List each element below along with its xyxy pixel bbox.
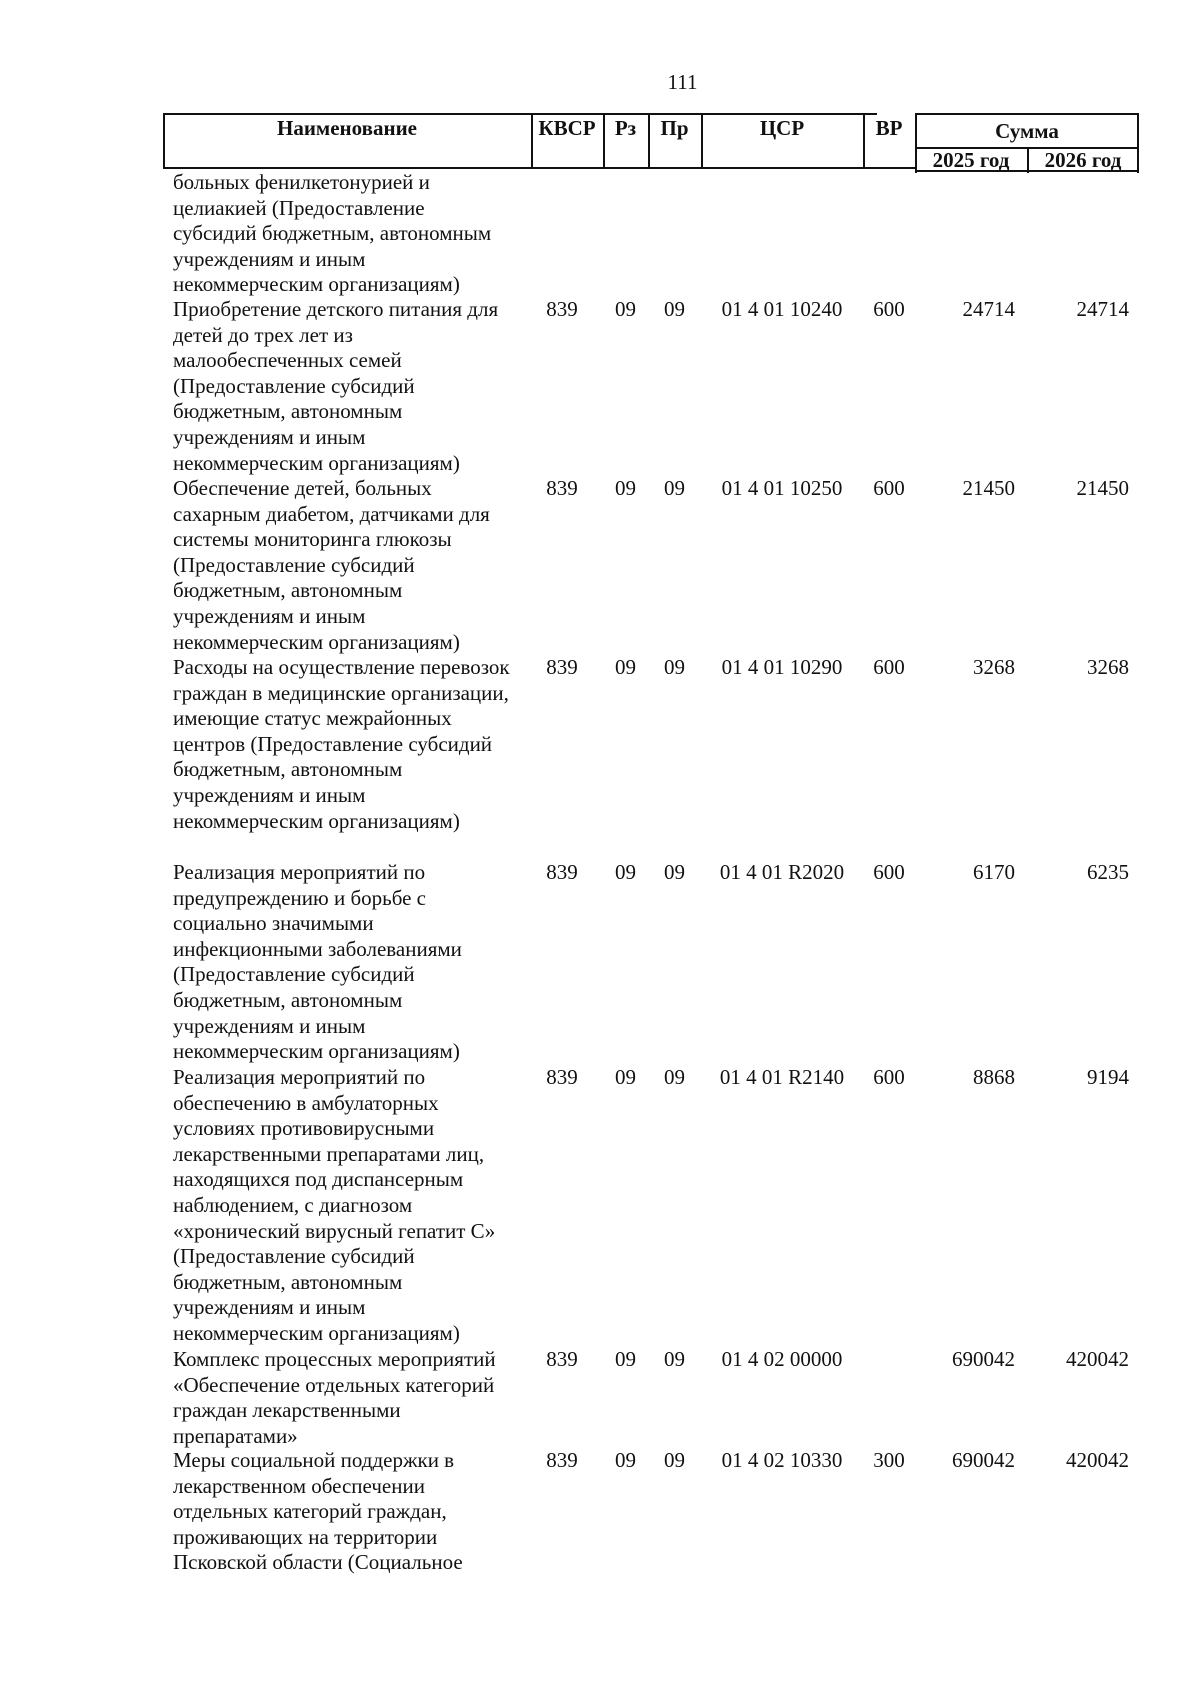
row-sum-2026: 3268 — [1087, 655, 1129, 679]
table-row — [163, 170, 1139, 297]
row-csr: 01 4 02 00000 — [721, 1347, 843, 1371]
row-pr: 09 — [664, 1448, 685, 1472]
row-rz: 09 — [615, 1448, 636, 1472]
table-header — [163, 113, 1139, 170]
row-vr: 600 — [873, 860, 905, 884]
header-vr: ВР — [875, 116, 903, 140]
row-sum-2026: 6235 — [1087, 860, 1129, 884]
row-rz: 09 — [615, 1065, 636, 1089]
header-border-top — [163, 113, 531, 115]
page-number: 111 — [667, 70, 698, 94]
row-pr: 09 — [664, 655, 685, 679]
header-name: Наименование — [277, 116, 417, 140]
header-sum: Сумма — [995, 119, 1059, 143]
row-kvsr: 839 — [546, 476, 578, 500]
row-sum-2026: 24714 — [1076, 297, 1129, 321]
row-sum-2025: 690042 — [952, 1347, 1015, 1371]
row-kvsr: 839 — [546, 297, 578, 321]
row-sum-2025: 3268 — [973, 655, 1015, 679]
header-csr: ЦСР — [759, 116, 805, 140]
row-sum-2025: 21450 — [962, 476, 1015, 500]
row-sum-2025: 690042 — [952, 1448, 1015, 1472]
table-row — [163, 1448, 1139, 1576]
row-pr: 09 — [664, 476, 685, 500]
row-pr: 09 — [664, 1347, 685, 1371]
row-vr: 600 — [873, 1065, 905, 1089]
row-pr: 09 — [664, 1065, 685, 1089]
row-csr: 01 4 01 10290 — [721, 655, 843, 679]
row-kvsr: 839 — [546, 1448, 578, 1472]
header-pr: Пр — [660, 116, 689, 140]
header-border-bottom — [163, 167, 915, 169]
table-row — [163, 1347, 1139, 1448]
row-csr: 01 4 01 10250 — [721, 476, 843, 500]
row-sum-2026: 21450 — [1076, 476, 1129, 500]
row-rz: 09 — [615, 655, 636, 679]
row-sum-2026: 9194 — [1087, 1065, 1129, 1089]
row-name: Приобретение детского питания для детей до трех лет из малообеспеченных семей (Предоставление субсидий бюджетным, автономным учреждениям и иным некоммерческим организациям) — [173, 297, 499, 475]
header-year-2026: 2026 год — [1044, 148, 1122, 172]
table-row — [163, 476, 1139, 655]
row-kvsr: 839 — [546, 860, 578, 884]
row-sum-2025: 6170 — [973, 860, 1015, 884]
table-body — [163, 170, 1139, 1576]
row-sum-2026: 420042 — [1066, 1347, 1129, 1371]
row-name: больных фенилкетонурией и целиакией (Предоставление субсидий бюджетным, автономным учреждениям и иным некоммерческим организациям) — [173, 170, 492, 297]
row-vr: 600 — [873, 297, 905, 321]
row-rz: 09 — [615, 860, 636, 884]
header-border-top-mid — [531, 113, 877, 115]
row-csr: 01 4 01 10240 — [721, 297, 843, 321]
header-year-2025: 2025 год — [932, 148, 1010, 172]
row-rz: 09 — [615, 476, 636, 500]
table-row — [163, 860, 1139, 1065]
row-pr: 09 — [664, 860, 685, 884]
row-rz: 09 — [615, 297, 636, 321]
header-kvsr: КВСР — [538, 116, 596, 140]
row-kvsr: 839 — [546, 655, 578, 679]
row-sum-2025: 24714 — [962, 297, 1015, 321]
row-name: Реализация мероприятий по предупреждению и борьбе с социально значимыми инфекционными заболеваниями (Предоставление субсидий бюджетным, автономным учреждениям и иным некоммерческим организациям) — [173, 860, 462, 1064]
row-rz: 09 — [615, 1347, 636, 1371]
row-sum-2025: 8868 — [973, 1065, 1015, 1089]
row-csr: 01 4 01 R2140 — [719, 1065, 845, 1089]
row-sum-2026: 420042 — [1066, 1448, 1129, 1472]
row-csr: 01 4 01 R2020 — [719, 860, 845, 884]
row-vr: 600 — [873, 476, 905, 500]
row-vr: 300 — [873, 1448, 905, 1472]
row-name: Расходы на осуществление перевозок граждан в медицинские организации, имеющие статус межрайонных центров (Предоставление субсидий бюджетным, автономным учреждениям и иным некоммерческим организациям) — [173, 655, 510, 833]
row-csr: 01 4 02 10330 — [721, 1448, 843, 1472]
row-kvsr: 839 — [546, 1347, 578, 1371]
row-pr: 09 — [664, 297, 685, 321]
header-rz: Рз — [614, 116, 637, 140]
table-row — [163, 297, 1139, 476]
row-name: Меры социальной поддержки в лекарственном обеспечении отдельных категорий граждан, проживающих на территории Псковской области (Социальное — [173, 1448, 463, 1575]
row-kvsr: 839 — [546, 1065, 578, 1089]
table-row — [163, 1065, 1139, 1347]
row-name: Реализация мероприятий по обеспечению в амбулаторных условиях противовирусными лекарственными препаратами лиц, находящихся под диспансерным наблюдением, с диагнозом «хронический вирусный гепатит С» (Предоставление субсидий бюджетным, автономным учреждениям и иным некоммерческим организациям) — [173, 1065, 496, 1345]
row-vr: 600 — [873, 655, 905, 679]
header-border-top-right — [915, 113, 1139, 115]
row-name: Комплекс процессных мероприятий «Обеспечение отдельных категорий граждан лекарственными препаратами» — [173, 1347, 496, 1448]
row-name: Обеспечение детей, больных сахарным диабетом, датчиками для системы мониторинга глюкозы (Предоставление субсидий бюджетным, автономным учреждениям и иным некоммерческим организациям) — [173, 476, 490, 654]
table-row — [163, 655, 1139, 860]
